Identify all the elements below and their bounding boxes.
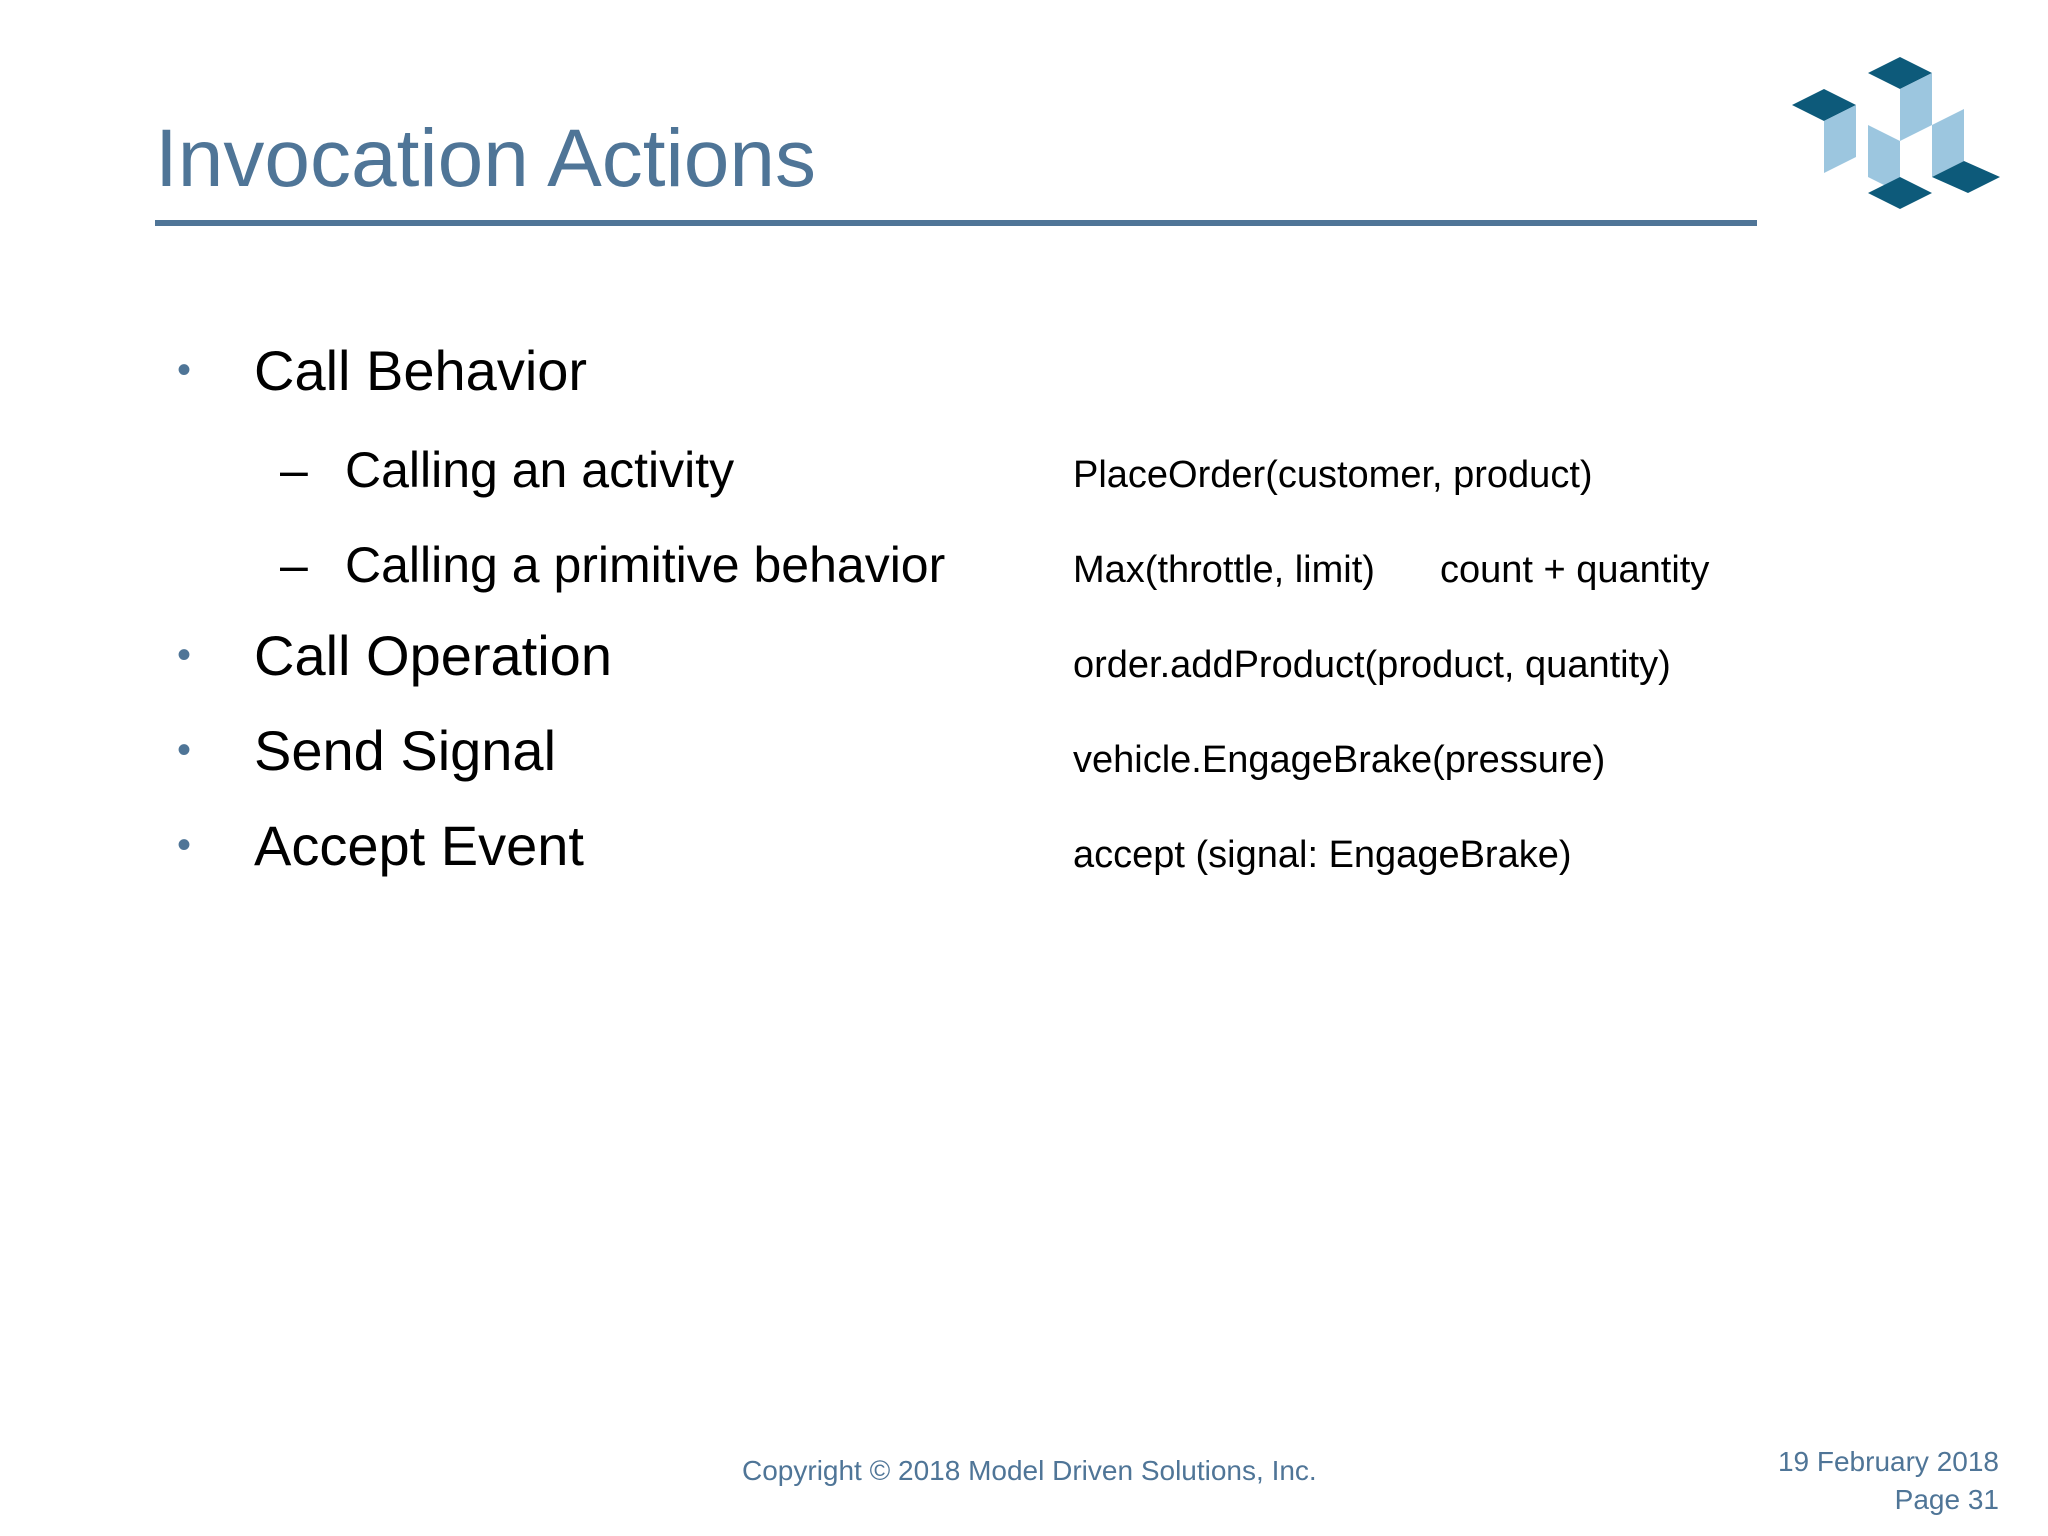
bullet-send-signal: Send Signal bbox=[254, 719, 557, 782]
title-underline bbox=[155, 220, 1757, 226]
bullet-dot: • bbox=[177, 633, 192, 677]
footer-page-number: Page 31 bbox=[1894, 1483, 1999, 1515]
sub-bullet-dash: – bbox=[280, 442, 308, 498]
example-count-quantity: count + quantity bbox=[1440, 549, 1710, 591]
example-max: Max(throttle, limit) bbox=[1073, 549, 1375, 591]
company-logo bbox=[1790, 55, 2010, 215]
example-place-order: PlaceOrder(customer, product) bbox=[1073, 454, 1593, 496]
bullet-call-operation: Call Operation bbox=[254, 624, 612, 687]
example-add-product: order.addProduct(product, quantity) bbox=[1073, 644, 1671, 686]
sub-bullet-dash: – bbox=[280, 537, 308, 593]
sub-bullet-calling-activity: Calling an activity bbox=[345, 442, 735, 498]
bullet-call-behavior: Call Behavior bbox=[254, 339, 588, 402]
example-engage-brake: vehicle.EngageBrake(pressure) bbox=[1073, 739, 1606, 781]
sub-bullet-calling-primitive: Calling a primitive behavior bbox=[345, 537, 946, 593]
footer-copyright: Copyright © 2018 Model Driven Solutions, Inc. bbox=[742, 1455, 1317, 1486]
bullet-accept-event: Accept Event bbox=[254, 814, 584, 877]
example-accept-signal: accept (signal: EngageBrake) bbox=[1073, 834, 1572, 876]
footer-date: 19 February 2018 bbox=[1777, 1446, 1999, 1477]
bullet-dot: • bbox=[177, 348, 192, 392]
slide-title: Invocation Actions bbox=[155, 113, 816, 204]
bullet-dot: • bbox=[177, 728, 192, 772]
bullet-dot: • bbox=[177, 823, 192, 867]
footer-date-page bbox=[1778, 1443, 1999, 1519]
